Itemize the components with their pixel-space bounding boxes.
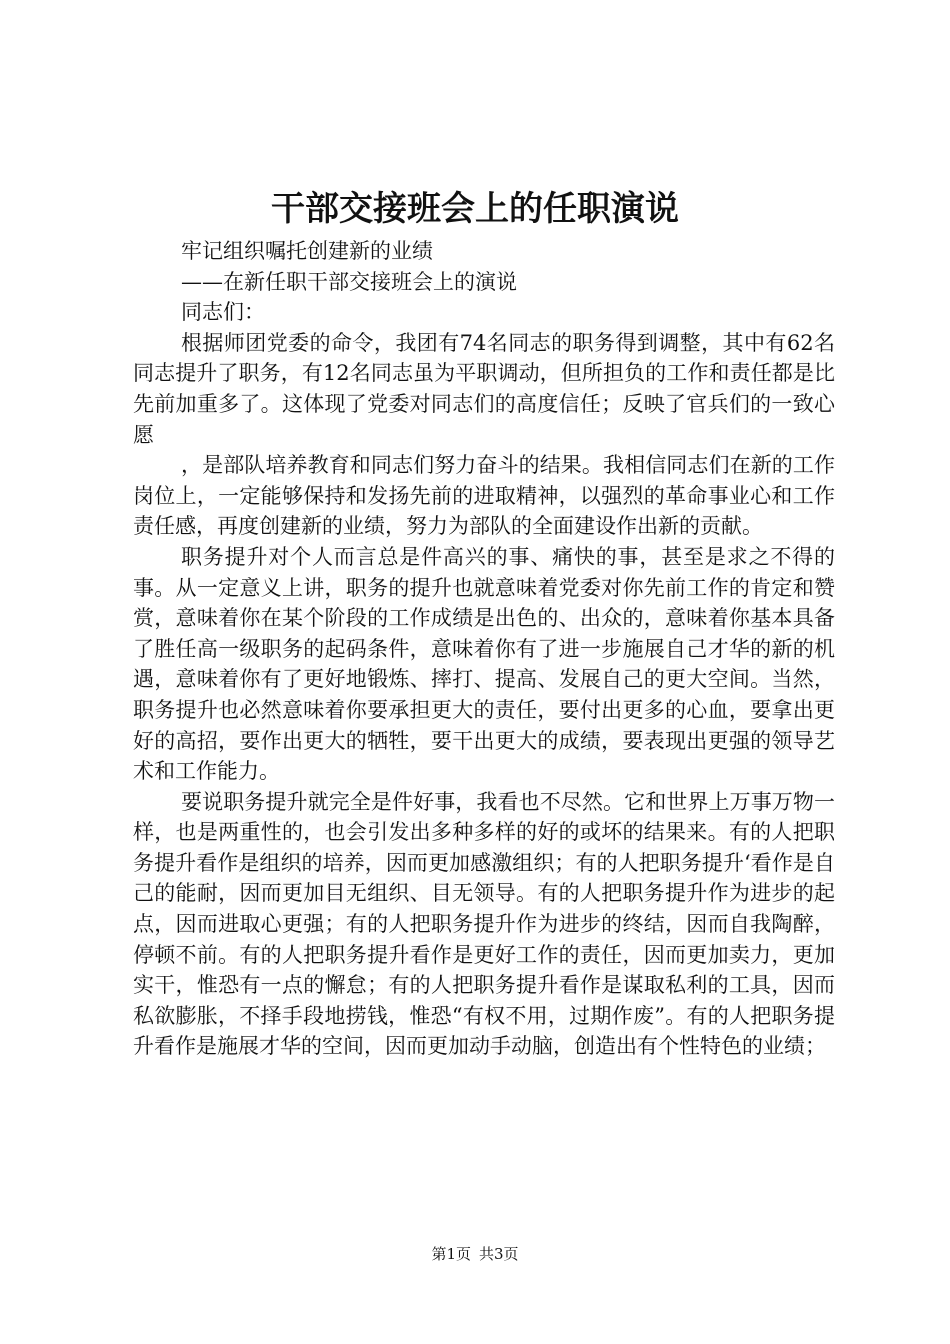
paragraph: 要说职务提升就完全是件好事，我看也不尽然。它和世界上万事万物一样，也是两重性的，也会引发出多种多样的好的或坏的结果来。有的人把职务提升看作是组织的培养，因而更加感激组织；有的人把职务提升‘看作是自己的能耐，因而更加目无组织、目无领导。有的人把职务提升作为进步的起点，因而进取心更强；有的人把职务提升作为进步的终结，因而自我陶醉，停顿不前。有的人把职务提升看作是更好工作的责任，因而更加卖力，更加实干，惟恐有一点的懈怠；有的人把职务提升看作是谋取私利的工具，因而私欲膨胀，不择手段地捞钱，惟恐“有权不用，过期作废”。有的人把职务提升看作是施展才华的空间，因而更加动手动脑，创造出有个性特色的业绩； <box>133 789 835 1059</box>
document-body <box>133 236 835 1062</box>
page-count: 共3页 <box>479 1245 519 1263</box>
paragraph: 根据师团党委的命令，我团有74名同志的职务得到调整，其中有62名同志提升了职务，有12名同志虽为平职调动，但所担负的工作和责任都是比先前加重多了。这体现了党委对同志们的高度信任；反映了官兵们的一致心愿 <box>133 330 835 447</box>
subtitle-occasion: ——在新任职干部交接班会上的演说 <box>181 269 517 294</box>
salutation: 同志们： <box>181 300 265 325</box>
document-title: 干部交接班会上的任职演说 <box>271 189 679 229</box>
page-number: 第1页 <box>431 1245 471 1263</box>
paragraph: ，是部队培养教育和同志们努力奋斗的结果。我相信同志们在新的工作岗位上，一定能够保持和发扬先前的进取精神，以强烈的革命事业心和工作责任感，再度创建新的业绩，努力为部队的全面建设作出新的贡献。 <box>133 453 835 539</box>
page-footer <box>0 1244 950 1264</box>
paragraph: 职务提升对个人而言总是件高兴的事、痛快的事，甚至是求之不得的事。从一定意义上讲，职务的提升也就意味着党委对你先前工作的肯定和赞赏，意味着你在某个阶段的工作成绩是出色的、出众的，意味着你基本具备了胜任高一级职务的起码条件，意味着你有了进一步施展自己才华的新的机遇，意味着你有了更好地锻炼、摔打、提高、发展自己的更大空间。当然，职务提升也必然意味着你要承担更大的责任，要付出更多的心血，要拿出更好的高招，要作出更大的牺牲，要干出更大的成绩，要表现出更强的领导艺术和工作能力。 <box>133 544 835 784</box>
subtitle: 牢记组织嘱托创建新的业绩 <box>181 239 433 263</box>
